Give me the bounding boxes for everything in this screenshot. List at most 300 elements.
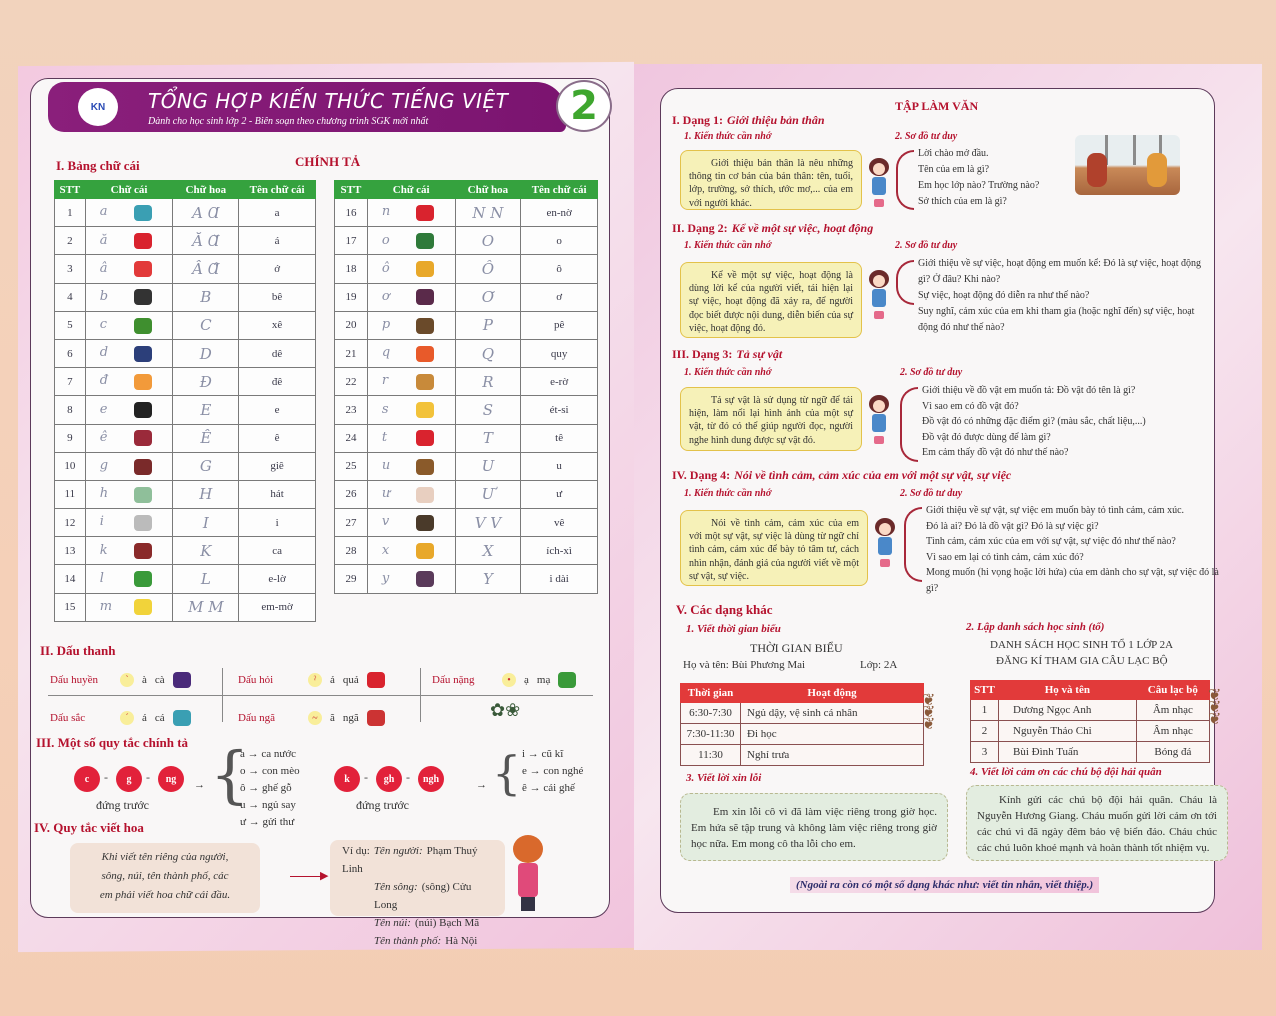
example-label: Ví dụ:	[342, 845, 370, 857]
letter-name-cell: en-nờ	[521, 199, 598, 227]
uppercase-cell: Ô	[455, 255, 521, 283]
letter: e	[99, 401, 108, 417]
stt-cell: 18	[335, 255, 368, 283]
branch-arrows-icon	[900, 387, 918, 462]
column-header: Chữ cái	[85, 181, 173, 199]
kids-park-illustration	[1075, 135, 1180, 195]
table-row	[335, 255, 598, 283]
knowledge-text: Kể về một sự việc, hoạt động là dùng lời kể của người viết, tái hiện lại sự việc, hoạt động đã xảy ra, để người đọc biết được nội dung, diễn biến của sự việc, hoạt động đó.	[689, 270, 853, 334]
letter-name-cell: u	[521, 452, 598, 480]
letter-circle: ng	[158, 766, 184, 792]
knowledge-text: Giới thiệu bản thân là nêu những thông tin cơ bản của bản thân: tên, tuổi, lớp, trường, sở thích, ước mơ,... của em với người khác.	[689, 158, 853, 209]
stt-cell: 6	[55, 339, 86, 367]
letter-cell	[85, 452, 173, 480]
girl-icon	[874, 518, 896, 570]
tones-heading: II. Dấu thanh	[40, 643, 116, 658]
uppercase-cell: K	[173, 537, 239, 565]
activity-cell: Ngủ dậy, vệ sinh cá nhân	[741, 703, 924, 724]
uppercase-cell: Ă Ɑ̆	[173, 227, 239, 255]
letter: n	[381, 204, 391, 220]
type-title: Nói về tình cảm, cảm xúc của em với một sự vật, sự việc	[734, 468, 1012, 482]
schedule-class: Lớp: 2A	[860, 659, 898, 671]
letter-name-cell: tê	[521, 424, 598, 452]
letter: ô	[381, 260, 390, 276]
column-header: Chữ cái	[367, 181, 455, 199]
table-row	[55, 396, 316, 424]
tone-item	[238, 710, 385, 726]
type-heading	[672, 468, 1011, 483]
uppercase-cell: T	[455, 424, 521, 452]
tone-vowel: ã	[330, 712, 335, 724]
jar-icon	[134, 402, 152, 418]
fruit-icon	[134, 374, 152, 390]
fall-icon	[367, 710, 385, 726]
letter: o	[381, 232, 390, 248]
letter: ă	[99, 232, 108, 248]
rule-item: a → ca nước	[240, 748, 297, 760]
table-row	[55, 311, 316, 339]
letter-name-cell: ô	[521, 255, 598, 283]
other-types-heading: V. Các dạng khác	[676, 602, 773, 617]
alphabet-heading: I. Bảng chữ cái	[56, 158, 140, 173]
eggplant-icon	[173, 672, 191, 688]
example-value: (sông) Cửu Long	[374, 881, 472, 911]
example-value: Phạm Thuý Linh	[342, 845, 478, 875]
table-row	[55, 339, 316, 367]
activity-cell: Đi học	[741, 724, 924, 745]
uppercase-cell: N N	[455, 199, 521, 227]
uppercase-cell: I	[173, 509, 239, 537]
letter: q	[381, 345, 391, 361]
duck-icon	[416, 515, 434, 531]
paper-icon	[416, 487, 434, 503]
stt-cell: 19	[335, 283, 368, 311]
letter: t	[381, 429, 388, 445]
mindmap-item: Vì sao em có đồ vật đó?	[922, 400, 1019, 412]
roster-title-1: DANH SÁCH HỌC SINH TỔ 1 LỚP 2A	[990, 639, 1174, 651]
letter-cell	[85, 565, 173, 593]
example-value: (núi) Bạch Mã	[414, 917, 480, 929]
schedule-label: 1. Viết thời gian biểu	[686, 623, 781, 635]
tree-icon	[134, 318, 152, 334]
apple-icon	[416, 430, 434, 446]
table-row	[335, 227, 598, 255]
roster-title-2: ĐĂNG KÍ THAM GIA CÂU LẠC BỘ	[996, 655, 1168, 667]
letter-cell	[85, 255, 173, 283]
letter-name-cell: e	[239, 396, 316, 424]
knowledge-text: Nói về tình cảm, cảm xúc của em với một sự vật, sự việc là dùng từ ngữ chỉ tình cảm, cảm xúc để bày tỏ tâm tư, cách nhìn nhận, đánh giá của người viết về một sự vật, sự việc.	[689, 518, 859, 582]
table-row	[335, 368, 598, 396]
letter-circle: c	[74, 766, 100, 792]
stt-cell: 24	[335, 424, 368, 452]
letter-cell	[367, 339, 455, 367]
letter-cell	[85, 396, 173, 424]
mindmap-item: Giới thiệu về sự việc, hoạt động em muốn kể: Đó là sự việc, hoạt động gì? Ở đâu? Khi nào?	[918, 258, 1202, 285]
letter-cell	[85, 424, 173, 452]
capital-examples-box	[330, 840, 505, 947]
bread-icon	[134, 459, 152, 475]
uppercase-cell: L	[173, 565, 239, 593]
letter-cell	[367, 509, 455, 537]
tone-mark-icon: `	[120, 673, 134, 687]
stt-cell: 11	[55, 480, 86, 508]
stt-cell: 3	[55, 255, 86, 283]
mindmap-item: Vì sao em lại có tình cảm, cảm xúc đó?	[926, 551, 1084, 563]
tone-word: quả	[342, 674, 359, 686]
rule-item: o → con mèo	[240, 765, 300, 777]
table-row	[971, 700, 1210, 721]
tone-word: mạ	[536, 674, 551, 686]
uppercase-cell: M M	[173, 593, 239, 621]
letter-name-cell: bê	[239, 283, 316, 311]
tone-label: Dấu huyền	[50, 674, 98, 686]
mindmap-item: Đồ vật đó được dùng để làm gì?	[922, 431, 1051, 443]
letter: c	[99, 317, 107, 333]
table-row	[55, 537, 316, 565]
stt-cell: 2	[971, 721, 999, 742]
example-line	[342, 878, 493, 914]
cup-icon	[134, 205, 152, 221]
tone-label: Dấu ngã	[238, 712, 275, 724]
type-number: IV. Dạng 4:	[672, 468, 731, 482]
girl-illustration	[510, 835, 546, 915]
apology-box: Em xin lỗi cô vì đã làm việc riêng trong giờ học. Em hứa sẽ tập trung và không làm việc riêng trong giờ học nữa. Em mong cô tha lỗi cho em.	[680, 793, 948, 861]
tractor-icon	[416, 459, 434, 475]
uppercase-cell: Ơ	[455, 283, 521, 311]
letter: l	[99, 570, 104, 586]
mindmap-label: 2. Sơ đồ tư duy	[900, 488, 963, 499]
alphabet-table-left	[54, 180, 316, 622]
table-row	[55, 199, 316, 227]
mindmap-item: Suy nghĩ, cảm xúc của em khi tham gia (hoặc nghĩ đến) sự việc, hoạt động đó như thế nào?	[918, 306, 1195, 333]
rule-item: e → con nghé	[522, 765, 584, 777]
branch-decoration-icon: ❦ ❦ ❦	[922, 692, 936, 733]
table-row	[55, 593, 316, 621]
letter-cell	[85, 311, 173, 339]
club-cell: Âm nhạc	[1136, 721, 1209, 742]
type-title: Tả sự vật	[736, 347, 783, 361]
girl-icon	[868, 395, 890, 447]
stt-cell: 27	[335, 509, 368, 537]
letter: k	[99, 542, 108, 558]
letter-cell	[367, 199, 455, 227]
uppercase-cell: Đ	[173, 368, 239, 396]
scissors-icon	[134, 543, 152, 559]
arrow-icon: →	[476, 779, 487, 791]
rule-caption: đứng trước	[356, 798, 410, 812]
capital-heading: IV. Quy tắc viết hoa	[34, 820, 144, 835]
table-row	[55, 283, 316, 311]
orange-icon	[416, 346, 434, 362]
type-heading	[672, 347, 782, 362]
stt-cell: 5	[55, 311, 86, 339]
uppercase-cell: Ư	[455, 480, 521, 508]
brace-icon: {	[210, 738, 250, 811]
uppercase-cell: C	[173, 311, 239, 339]
letter-cell	[85, 480, 173, 508]
letter-name-cell: ê	[239, 424, 316, 452]
knowledge-box	[680, 150, 862, 210]
column-header: STT	[55, 181, 86, 199]
club-cell: Âm nhạc	[1136, 700, 1209, 721]
uppercase-cell: R	[455, 368, 521, 396]
letter-circle: gh	[376, 766, 402, 792]
main-subtitle: Dành cho học sinh lớp 2 - Biên soạn theo chương trình SGK mới nhất	[148, 116, 429, 127]
table-row	[335, 565, 598, 593]
activity-cell: Nghỉ trưa	[741, 745, 924, 766]
mindmap-item: Giới thiệu về sự vật, sự việc em muốn bày tỏ tình cảm, cảm xúc.	[926, 505, 1185, 516]
uppercase-cell: S	[455, 396, 521, 424]
ball-icon	[134, 289, 152, 305]
example-line	[342, 842, 493, 878]
table-row	[55, 424, 316, 452]
letter: ư	[381, 486, 391, 502]
tone-item	[432, 672, 576, 688]
column-header: Chữ hoa	[455, 181, 521, 199]
knowledge-box	[680, 262, 862, 338]
rule-item: ư → gửi thư	[240, 816, 295, 828]
letter: y	[381, 570, 390, 586]
stt-cell: 10	[55, 452, 86, 480]
example-key: Tên người:	[373, 845, 423, 857]
type-title: Giới thiệu bản thân	[727, 113, 825, 127]
uppercase-cell: X	[455, 537, 521, 565]
letter: v	[381, 514, 390, 530]
type-heading	[672, 113, 825, 128]
letter-name-cell: ơ	[521, 283, 598, 311]
tone-word: cà	[154, 674, 165, 686]
clip-icon	[134, 515, 152, 531]
dash: -	[364, 770, 368, 784]
tone-label: Dấu hỏi	[238, 674, 274, 686]
stt-cell: 16	[335, 199, 368, 227]
uppercase-cell: Y	[455, 565, 521, 593]
uppercase-cell: V V	[455, 509, 521, 537]
letter-name-cell: ích-xì	[521, 537, 598, 565]
example-key: Tên thành phố:	[374, 935, 442, 947]
stt-cell: 23	[335, 396, 368, 424]
bottle-icon	[416, 233, 434, 249]
letter: b	[99, 288, 109, 304]
letter: i	[99, 514, 104, 530]
table-row	[681, 703, 924, 724]
toy-icon	[416, 289, 434, 305]
name-cell: Nguyễn Thảo Chi	[999, 721, 1137, 742]
divider	[48, 695, 593, 696]
table-row	[55, 480, 316, 508]
letter-circle: ngh	[418, 766, 444, 792]
branch-arrows-icon	[896, 150, 914, 210]
time-cell: 6:30-7:30	[681, 703, 741, 724]
stt-cell: 20	[335, 311, 368, 339]
letter: d	[99, 345, 109, 361]
apology-label: 3. Viết lời xin lỗi	[686, 772, 762, 784]
table-row	[55, 255, 316, 283]
uppercase-cell: P	[455, 311, 521, 339]
stt-cell: 14	[55, 565, 86, 593]
letter-name-cell: i	[239, 509, 316, 537]
mindmap-item: Tình cảm, cảm xúc của em với sự vật, sự việc đó như thế nào?	[926, 536, 1176, 547]
star-icon	[416, 402, 434, 418]
letter-cell	[85, 593, 173, 621]
table-row	[335, 452, 598, 480]
letter: x	[381, 542, 390, 558]
letter-name-cell: hát	[239, 480, 316, 508]
knowledge-label: 1. Kiến thức cần nhớ	[684, 488, 772, 499]
letter-cell	[367, 396, 455, 424]
letter: ê	[99, 429, 108, 445]
mindmap-list	[918, 256, 1208, 336]
mindmap-item: Em cảm thấy đồ vật đó như thế nào?	[922, 447, 1069, 458]
letter: s	[381, 401, 389, 417]
stt-cell: 7	[55, 368, 86, 396]
flower-icon	[134, 599, 152, 615]
letter-name-cell: pê	[521, 311, 598, 339]
stt-cell: 21	[335, 339, 368, 367]
letter-cell	[367, 311, 455, 339]
letter-cell	[85, 537, 173, 565]
thanks-box: Kính gửi các chú bộ đội hải quân. Cháu là Nguyễn Hương Giang. Cháu muốn gửi lời cảm ơn tới các chú vì đã ngày đêm bảo vệ biển đảo. Cháu chúc các chú luôn khoẻ mạnh và hoàn thành tốt nhiệm vụ.	[966, 785, 1228, 861]
apple-icon	[367, 672, 385, 688]
divider	[222, 668, 223, 722]
table-row	[335, 283, 598, 311]
name-cell: Bùi Đình Tuấn	[999, 742, 1137, 763]
grass-icon	[134, 487, 152, 503]
letter-cell	[85, 199, 173, 227]
mango-icon	[416, 543, 434, 559]
uppercase-cell: E	[173, 396, 239, 424]
type-heading	[672, 221, 873, 236]
uppercase-cell: Ê	[173, 424, 239, 452]
letter-name-cell: giê	[239, 452, 316, 480]
mindmap-item: Mong muốn (hi vọng hoặc lời hứa) của em dành cho sự vật, sự việc đó là gì?	[926, 567, 1219, 594]
tone-item	[50, 710, 191, 726]
tone-item	[50, 672, 191, 688]
table-row	[681, 724, 924, 745]
table-row	[55, 227, 316, 255]
stt-cell: 17	[335, 227, 368, 255]
letter-name-cell: e-lờ	[239, 565, 316, 593]
mindmap-item: Lời chào mở đầu.	[918, 148, 989, 159]
column-header: Họ và tên	[999, 681, 1137, 700]
girl-icon	[868, 158, 890, 210]
rules-heading: III. Một số quy tắc chính tả	[36, 735, 189, 750]
letter-circle: g	[116, 766, 142, 792]
fruit-icon	[134, 261, 152, 277]
tone-vowel: à	[142, 674, 147, 686]
letter: đ	[99, 373, 109, 389]
dash: -	[406, 770, 410, 784]
schedule-name: Họ và tên: Bùi Phương Mai	[683, 659, 806, 671]
girl-icon	[868, 270, 890, 322]
column-header: Thời gian	[681, 684, 741, 703]
table-row	[335, 480, 598, 508]
cup-icon	[173, 710, 191, 726]
tone-word: ngã	[342, 712, 359, 724]
letter: r	[381, 373, 389, 389]
stt-cell: 22	[335, 368, 368, 396]
letter-name-cell: ớ	[239, 255, 316, 283]
alphabet-table-right	[334, 180, 598, 594]
club-cell: Bóng đá	[1136, 742, 1209, 763]
letter-cell	[367, 565, 455, 593]
letter-name-cell: á	[239, 227, 316, 255]
letter-name-cell: vê	[521, 509, 598, 537]
type-number: III. Dạng 3:	[672, 347, 733, 361]
stt-cell: 29	[335, 565, 368, 593]
roster-label: 2. Lập danh sách học sinh (tổ)	[966, 621, 1105, 633]
table-row	[55, 565, 316, 593]
dash: -	[146, 770, 150, 784]
section-title-tap-lam-van: TẬP LÀM VĂN	[895, 99, 979, 113]
rule-item: u → ngủ say	[240, 799, 296, 811]
letter: m	[99, 598, 113, 614]
stt-cell: 25	[335, 452, 368, 480]
letter-name-cell: xê	[239, 311, 316, 339]
uppercase-cell: A Ɑ	[173, 199, 239, 227]
letter-cell	[85, 509, 173, 537]
uppercase-cell: H	[173, 480, 239, 508]
column-header: STT	[335, 181, 368, 199]
table-row	[335, 199, 598, 227]
mindmap-label: 2. Sơ đồ tư duy	[900, 367, 963, 378]
letter-name-cell: quy	[521, 339, 598, 367]
bag-icon	[134, 233, 152, 249]
time-cell: 11:30	[681, 745, 741, 766]
stt-cell: 4	[55, 283, 86, 311]
column-header: Tên chữ cái	[239, 181, 316, 199]
roster-table	[970, 680, 1210, 763]
table-row	[335, 311, 598, 339]
main-title: TỔNG HỢP KIẾN THỨC TIẾNG VIỆT	[148, 89, 509, 113]
letter: ơ	[381, 288, 390, 304]
capital-rule-box: Khi viết tên riêng của người, sông, núi, tên thành phố, các em phải viết hoa chữ cái đầu.	[70, 843, 260, 913]
letter-name-cell: ét-si	[521, 396, 598, 424]
stt-cell: 12	[55, 509, 86, 537]
branch-arrows-icon	[904, 507, 922, 582]
table-row	[55, 452, 316, 480]
arrow-icon: →	[194, 779, 205, 791]
tone-mark-icon: •	[502, 673, 516, 687]
divider	[420, 668, 421, 722]
column-header: STT	[971, 681, 999, 700]
tone-label: Dấu sắc	[50, 712, 86, 724]
knowledge-text: Tả sự vật là sử dụng từ ngữ để tái hiện, làm nổi lại hình ảnh của một sự vật, từ đó có thể giúp người đọc, người nghe hình dung được sự vật đó.	[689, 395, 853, 446]
shoe-icon	[134, 346, 152, 362]
stt-cell: 2	[55, 227, 86, 255]
mindmap-item: Đồ vật đó có những đặc điểm gì? (màu sắc, chất liệu,...)	[922, 416, 1146, 427]
letter-cell	[85, 283, 173, 311]
letter-cell	[85, 339, 173, 367]
thanks-label: 4. Viết lời cảm ơn các chú bộ đội hải quân	[970, 766, 1162, 778]
tone-word: cá	[154, 712, 165, 724]
knowledge-label: 1. Kiến thức cần nhớ	[684, 131, 772, 142]
letter-cell	[367, 368, 455, 396]
column-header: Câu lạc bộ	[1136, 681, 1209, 700]
table-row	[335, 339, 598, 367]
column-header: Chữ hoa	[173, 181, 239, 199]
letter-name-cell: ư	[521, 480, 598, 508]
example-key: Tên sông:	[374, 881, 418, 893]
table-row	[55, 509, 316, 537]
knowledge-label: 1. Kiến thức cần nhớ	[684, 367, 772, 378]
letter-cell	[367, 452, 455, 480]
knowledge-label: 1. Kiến thức cần nhớ	[684, 240, 772, 251]
letter: g	[99, 458, 109, 474]
mindmap-item: Đó là ai? Đó là đồ vật gì? Đó là sự việc gì?	[926, 520, 1099, 532]
letter-name-cell: ca	[239, 537, 316, 565]
umbrella-icon	[416, 261, 434, 277]
